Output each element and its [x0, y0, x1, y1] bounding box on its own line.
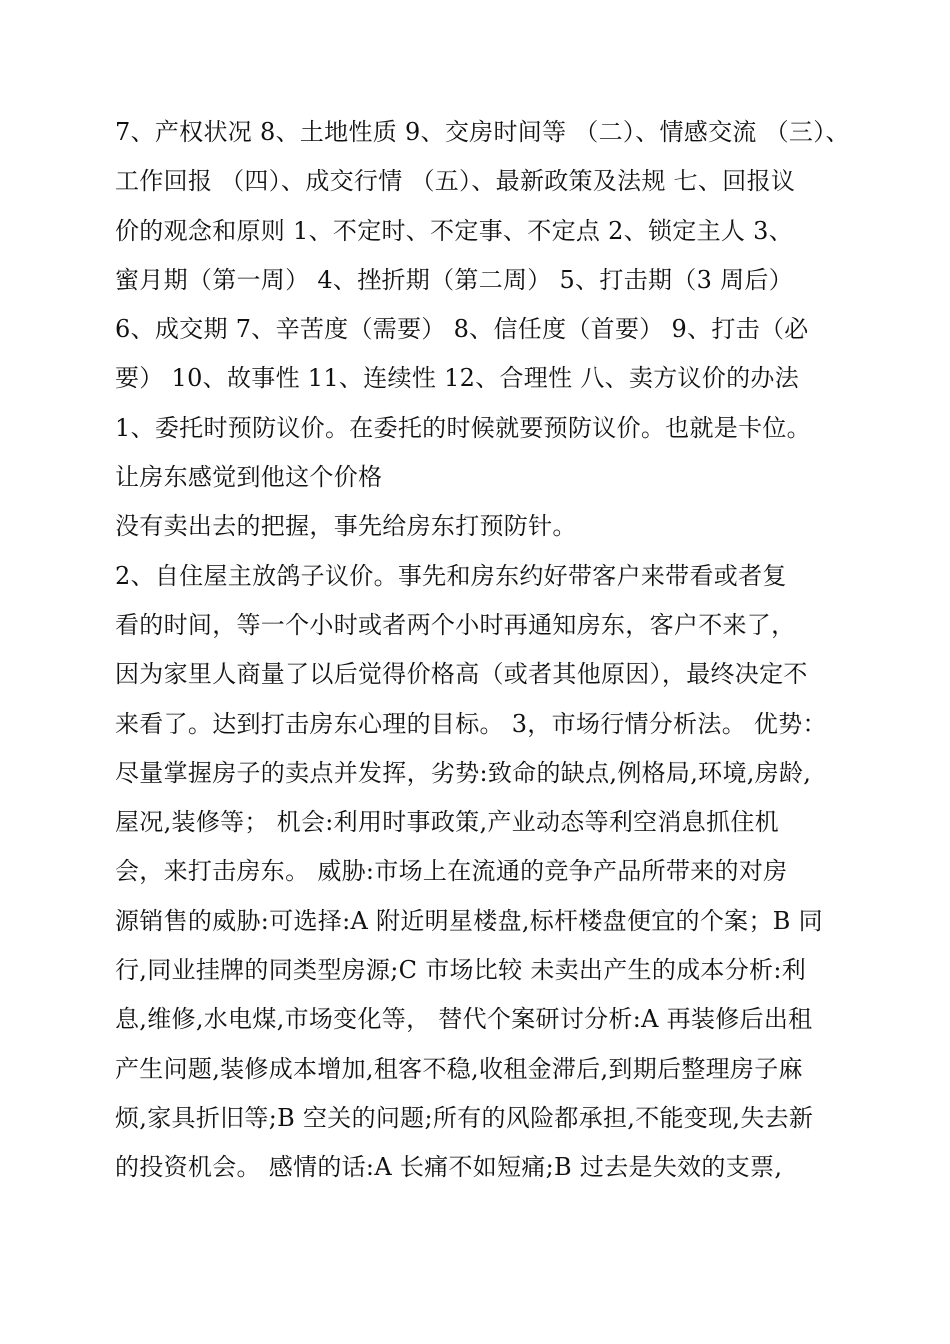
- text-line: 2、自住屋主放鸽子议价。事先和房东约好带客户来带看或者复: [115, 561, 787, 590]
- text-line: 让房东感觉到他这个价格: [115, 463, 383, 492]
- text-line: 工作回报 （四）、成交行情 （五）、最新政策及法规 七、回报议: [115, 167, 796, 196]
- text-line: 7、产权状况 8、土地性质 9、交房时间等 （二）、情感交流 （三）、: [115, 118, 850, 146]
- text-line: 息,维修,水电煤,市场变化等， 替代个案研讨分析:A 再装修后出租: [115, 1005, 813, 1034]
- text-line: 没有卖出去的把握，事先给房东打预防针。: [115, 512, 577, 541]
- text-line: 1、委托时预防议价。在委托的时候就要预防议价。也就是卡位。: [115, 413, 811, 442]
- text-line: 因为家里人商量了以后觉得价格高（或者其他原因），最终决定不: [115, 660, 808, 689]
- text-line: 尽量掌握房子的卖点并发挥，劣势:致命的缺点,例格局,环境,房龄,: [115, 758, 812, 787]
- text-line: 蜜月期（第一周） 4、挫折期（第二周） 5、打击期（3 周后）: [115, 265, 793, 294]
- text-line: 烦,家具折旧等;B 空关的问题;所有的风险都承担,不能变现,失去新: [115, 1103, 814, 1132]
- text-line: 产生问题,装修成本增加,租客不稳,收租金滞后,到期后整理房子麻: [115, 1054, 803, 1083]
- text-line: 价的观念和原则 1、不定时、不定事、不定点 2、锁定主人 3、: [115, 216, 793, 245]
- text-line: 屋况,装修等； 机会:利用时事政策,产业动态等利空消息抓住机: [115, 808, 779, 837]
- text-line: 来看了。达到打击房东心理的目标。 3，市场行情分析法。 优势：: [115, 709, 827, 738]
- text-line: 的投资机会。 感情的话:A 长痛不如短痛;B 过去是失效的支票,: [115, 1153, 783, 1182]
- text-line: 行,同业挂牌的同类型房源;C 市场比较 未卖出产生的成本分析:利: [115, 956, 807, 985]
- text-line: 看的时间，等一个小时或者两个小时再通知房东，客户不来了，: [115, 610, 796, 639]
- text-line: 要） 10、故事性 11、连续性 12、合理性 八、卖方议价的办法: [115, 364, 800, 393]
- text-line: 源销售的威胁:可选择:A 附近明星楼盘,标杆楼盘便宜的个案；B 同: [115, 906, 823, 935]
- text-line: 会，来打击房东。 威胁:市场上在流通的竞争产品所带来的对房: [115, 857, 788, 886]
- text-line: 6、成交期 7、辛苦度（需要） 8、信任度（首要） 9、打击（必: [115, 315, 809, 344]
- body-text: [115, 108, 850, 1193]
